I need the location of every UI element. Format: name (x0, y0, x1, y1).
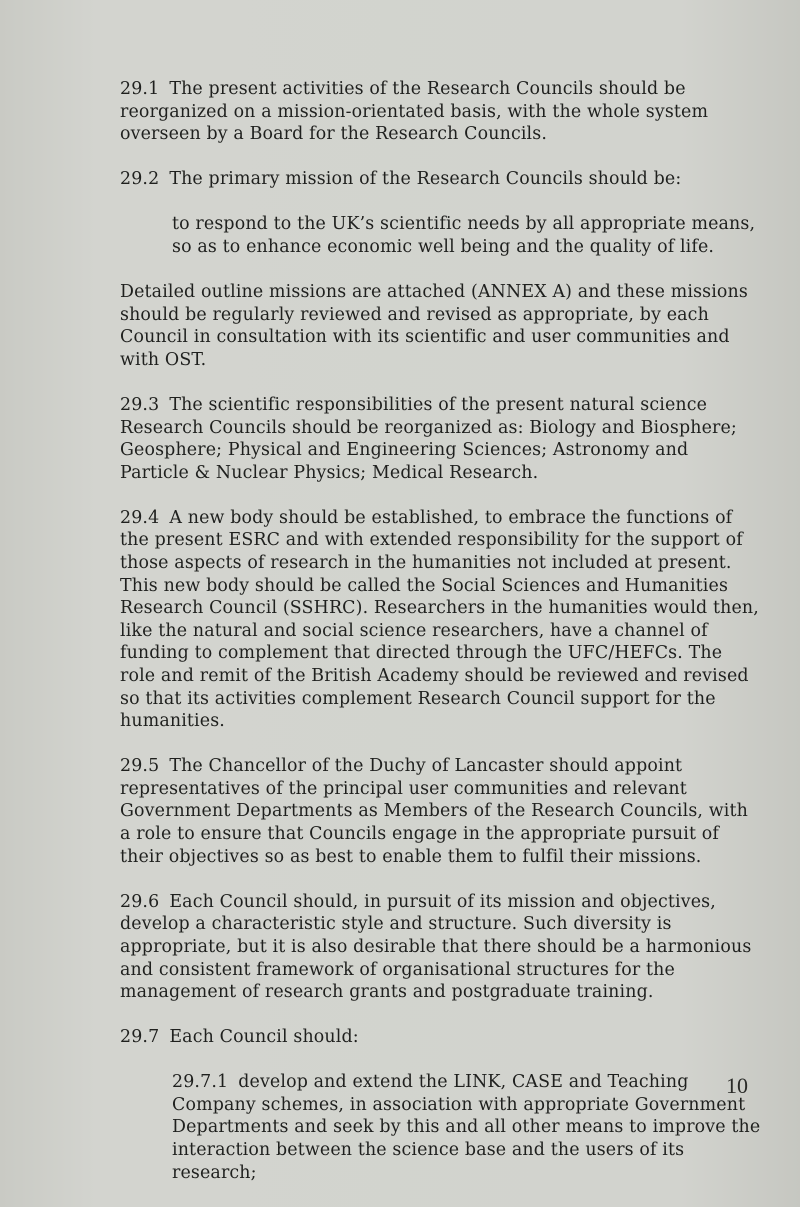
paragraph-29-1 (120, 78, 760, 146)
document-body (120, 78, 760, 1207)
paragraph-text: The present activities of the Research Councils should be reorganized on a mission-orientated basis, with the whole system overseen by a Board for the Research Councils. (120, 79, 709, 145)
paragraph-text: develop and extend the LINK, CASE and Teaching Company schemes, in association with appropriate Government Departments and seek by this and all other means to improve the interaction between the science base and the users of its research; (172, 1072, 761, 1183)
paragraph-29-7 (120, 1026, 760, 1049)
paragraph-number: 29.4 (120, 507, 160, 528)
paragraph-number: 29.1 (120, 79, 160, 99)
paragraph-text: Each Council should: (169, 1027, 359, 1048)
paragraph-text: The Chancellor of the Duchy of Lancaster should appoint representatives of the principal user communities and relevant Government Departments as Members of the Research Councils, with a role to ensure that Councils engage in the appropriate pursuit of their objectives so as best to enable them to fulfil their missions. (120, 756, 749, 867)
paragraph-29-4 (120, 507, 760, 733)
paragraph-number: 29.6 (120, 891, 160, 912)
paragraph-text: The scientific responsibilities of the present natural science Research Councils should be reorganized as: Biology and Biosphere; Geosphere; Physical and Engineering Sciences; Astronomy and Particle & Nuclear Physics; Medical Research. (120, 394, 737, 483)
detailed-missions-paragraph: Detailed outline missions are attached (ANNEX A) and these missions should be regularly reviewed and revised as appropriate, by each Council in consultation with its scientific and user communities and with OST. (120, 282, 748, 370)
paragraph-number: 29.7.1 (172, 1072, 229, 1093)
mission-statement: to respond to the UK’s scientific needs by all appropriate means, so as to enhance economic well being and the quality of life. (172, 214, 756, 257)
paragraph-29-2 (120, 168, 760, 191)
paragraph-text: Each Council should, in pursuit of its mission and objectives, develop a characteristic style and structure. Such diversity is appropriate, but it is also desirable that there should be a harmonious and consistent framework of organisational structures for the management of research grants and postgraduate training. (120, 891, 752, 1003)
paragraph-number: 29.2 (120, 169, 160, 190)
paragraph-text: A new body should be established, to embrace the functions of the present ESRC and with extended responsibility for the support of those aspects of research in the humanities not included at present. This new body should be called the Social Sciences and Humanities Research Council (SSHRC). Researchers in the humanities would then, like the natural and social science researchers, have a channel of funding to complement that directed through the UFC/HEFCs. The role and remit of the British Academy should be reviewed and revised so that its activities complement Research Council support for the humanities. (120, 507, 759, 732)
paragraph-29-5 (120, 755, 760, 868)
paragraph-number: 29.3 (120, 394, 160, 415)
page-number: 10 (726, 1073, 748, 1098)
paragraph-29-6 (120, 891, 760, 1004)
paragraph-number: 29.5 (120, 756, 160, 777)
paragraph-number: 29.7 (120, 1027, 160, 1048)
paragraph-29-7-1 (172, 1071, 772, 1184)
paragraph-29-3 (120, 394, 760, 484)
paragraph-text: The primary mission of the Research Councils should be: (169, 169, 682, 190)
